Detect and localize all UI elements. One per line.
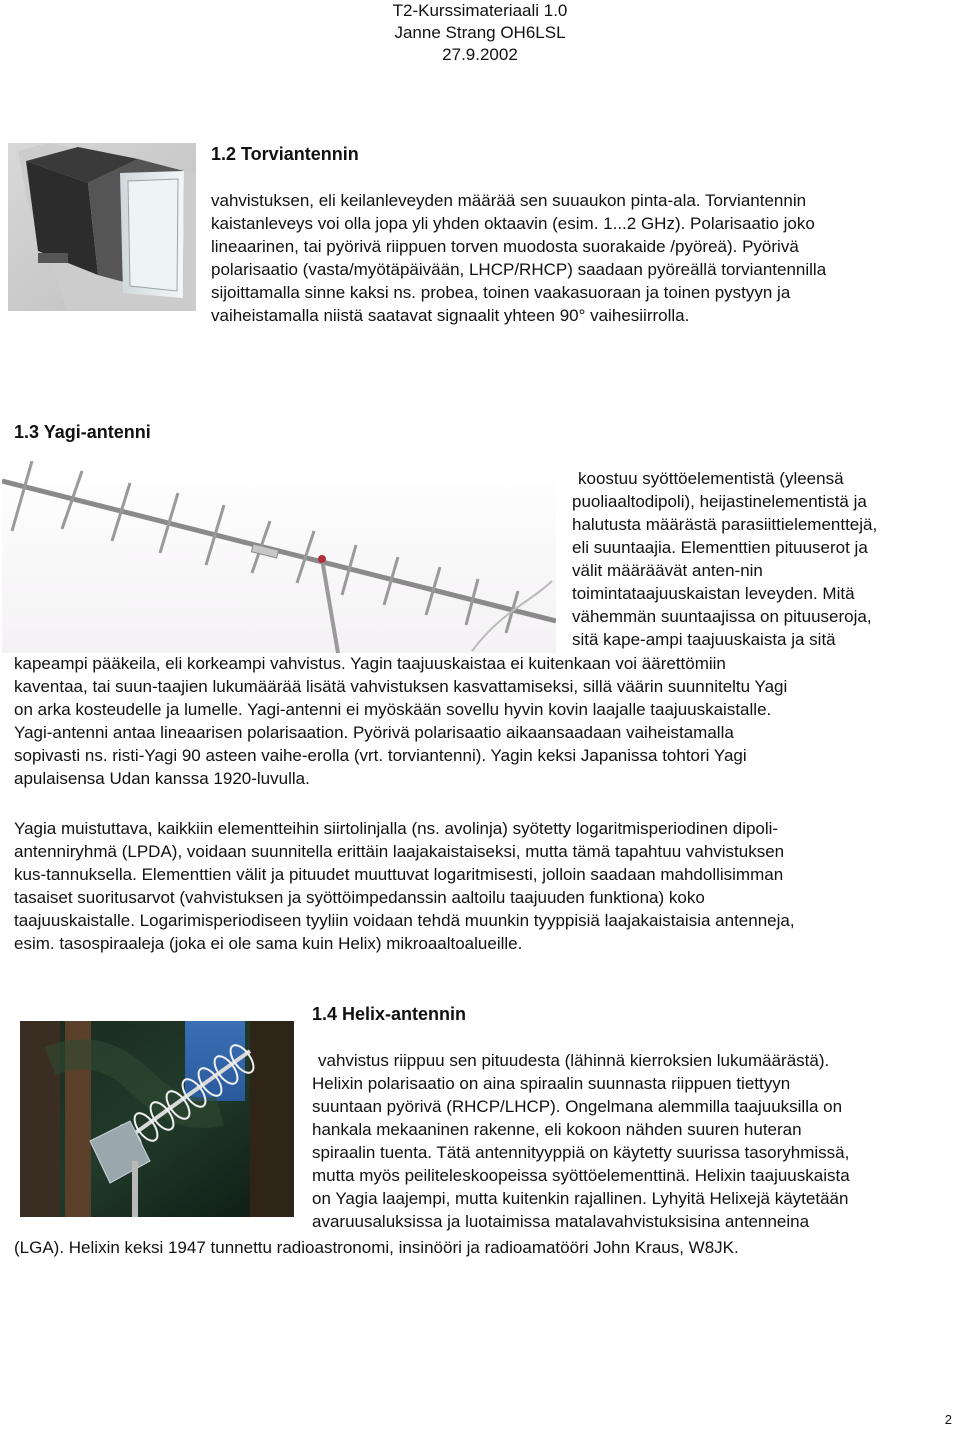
horn-text-line: vahvistuksen, eli keilanleveyden määrää sen suuaukon pinta-ala. Torviantennin <box>211 191 807 210</box>
yagi-text-line: sopivasti ns. risti-Yagi 90 asteen vaihe-erolla (vrt. torviantenni). Yagin keksi Japanissa tohtori Yagi <box>14 746 747 765</box>
yagi-text-line: kapeampi pääkeila, eli korkeampi vahvistus. Yagin taajuuskaistaa ei kuitenkaan voi äärettömiin <box>14 654 726 673</box>
yagi-text-line: koostuu syöttöelementistä (yleensä <box>578 469 844 488</box>
section-heading-yagi: 1.3 Yagi-antenni <box>14 422 151 442</box>
horn-text-line: kaistanleveys voi olla jopa yli yhden oktaavin (esim. 1...2 GHz). Polarisaatio joko <box>211 214 815 233</box>
horn-text-line: polarisaatio (vasta/myötäpäivään, LHCP/RHCP) saadaan pyöreällä torviantennilla <box>211 260 827 279</box>
lpda-text-line: esim. tasospiraaleja (joka ei ole sama kuin Helix) mikroaaltoalueille. <box>14 934 523 953</box>
helix-text-line: on Yagia laajempi, mutta kuitenkin rajallinen. Lyhyitä Helixejä käytetään <box>312 1189 849 1208</box>
helix-text-line: Helixin polarisaatio on aina spiraalin suunnasta riippuen tiettyyn <box>312 1074 791 1093</box>
yagi-text-line: sitä kape-ampi taajuuskaista ja sitä <box>572 630 836 649</box>
helix-text-line: mutta myös peiliteleskoopeissa syöttöelementtinä. Helixin taajuuskaista <box>312 1166 850 1185</box>
section-heading-horn: 1.2 Torviantennin <box>211 144 359 164</box>
yagi-text-line: on arka kosteudelle ja lumelle. Yagi-antenni ei myöskään sovellu hyvin kovin laajalle taajuuskaistalle. <box>14 700 772 719</box>
yagi-text-line: eli suuntaajia. Elementtien pituuserot ja <box>572 538 868 557</box>
helix-antenna-photo <box>20 1021 294 1217</box>
helix-text-line: hankala mekaaninen rakenne, eli kokoon nähden suuren huteran <box>312 1120 802 1139</box>
horn-antenna-photo <box>8 143 196 311</box>
yagi-text-line: halutusta määrästä parasiittielementtejä, <box>572 515 878 534</box>
yagi-text-line: Yagi-antenni antaa lineaarisen polarisaation. Pyörivä polarisaatio aikaansaadaan vaiheistamalla <box>14 723 734 742</box>
lpda-text-line: antenniryhmä (LPDA), voidaan suunnitella erittäin laajakaistaiseksi, mutta tämä tapahtuu vahvistuksen <box>14 842 785 861</box>
yagi-antenna-photo <box>2 461 556 653</box>
yagi-text-line: toimintataajuuskaistan leveyden. Mitä <box>572 584 855 603</box>
yagi-text-line: vähemmän suuntaajissa on pituuseroja, <box>572 607 872 626</box>
lpda-text-line: Yagia muistuttava, kaikkiin elementteihin siirtolinjalla (ns. avolinja) syötetty logaritmisperiodinen dipoli- <box>14 819 779 838</box>
horn-text-line: vaiheistamalla niistä saatavat signaalit yhteen 90° vaihesiirrolla. <box>211 306 690 325</box>
horn-text-line: lineaarinen, tai pyörivä riippuen torven muodosta suorakaide /pyöreä). Pyörivä <box>211 237 799 256</box>
horn-text-line: sijoittamalla sinne kaksi ns. probea, toinen vaakasuoraan ja toinen pystyyn ja <box>211 283 791 302</box>
lpda-text-line: kus-tannuksella. Elementtien välit ja pituudet muuttuvat logaritmisesti, jolloin saadaan mahdollisimman <box>14 865 784 884</box>
yagi-text-line: kaventaa, tai suun-taajien lukumäärää lisätä vahvistuksen kasvattamiseksi, sillä väärin suunniteltu Yagi <box>14 677 788 696</box>
yagi-text-line: välit määräävät anten-nin <box>572 561 763 580</box>
header-author: Janne Strang OH6LSL <box>394 23 566 42</box>
helix-text-line: spiraalin tuenta. Tätä antennityyppiä on käytetty suurissa tasoryhmissä, <box>312 1143 850 1162</box>
section-heading-helix: 1.4 Helix-antennin <box>312 1004 467 1024</box>
lpda-text-line: tasaiset suoritusarvot (vahvistuksen ja syöttöimpedanssin aaltoilu taajuuden funktiona) koko <box>14 888 705 907</box>
yagi-text-line: apulaisensa Udan kanssa 1920-luvulla. <box>14 769 310 788</box>
lpda-text-line: taajuuskaistalle. Logarimisperiodiseen tyyliin voidaan tehdä muunkin tyyppisiä laajakaistaisia antenneja, <box>14 911 795 930</box>
helix-text-line: avaruusaluksissa ja luotaimissa matalavahvistuksisina antenneina <box>312 1212 810 1231</box>
helix-text-line: suuntaan pyörivä (RHCP/LHCP). Ongelmana alemmilla taajuuksilla on <box>312 1097 843 1116</box>
helix-text-line: (LGA). Helixin keksi 1947 tunnettu radioastronomi, insinööri ja radioamatööri John Kraus, W8JK. <box>14 1238 739 1257</box>
helix-text-line: vahvistus riippuu sen pituudesta (lähinnä kierroksien lukumäärästä). <box>318 1051 830 1070</box>
page-number: 2 <box>944 1412 952 1427</box>
yagi-text-line: puoliaaltodipoli), heijastinelementistä ja <box>572 492 867 511</box>
header-course-title: T2-Kurssimateriaali 1.0 <box>392 1 568 20</box>
header-date: 27.9.2002 <box>442 45 518 64</box>
